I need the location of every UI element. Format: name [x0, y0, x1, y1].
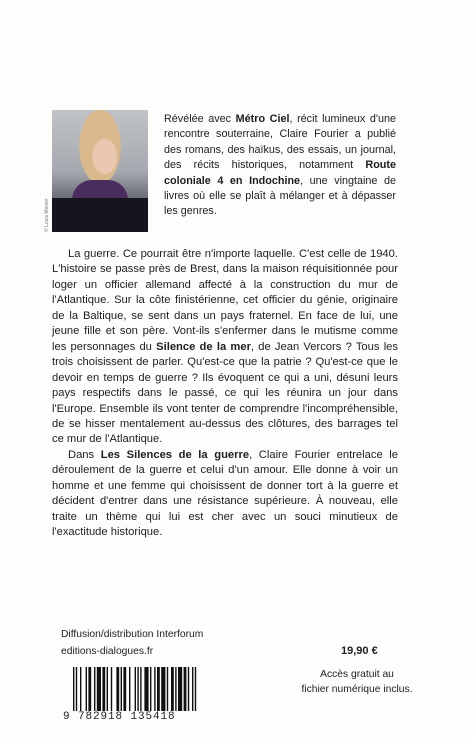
- barcode-bar: [178, 667, 182, 717]
- bio-title-metro-ciel: Métro Ciel: [235, 113, 290, 125]
- digital-access-note: [292, 667, 422, 697]
- barcode-bar: [80, 667, 81, 717]
- barcode-bar: [161, 667, 165, 717]
- summary-p1-title: Silence de la mer: [156, 340, 251, 353]
- barcode-bar: [175, 667, 176, 717]
- summary-p2-text-a: Dans: [68, 448, 101, 461]
- distribution-block: [61, 627, 203, 660]
- barcode-bar: [123, 667, 126, 717]
- barcode-bar: [184, 667, 187, 717]
- barcode-bar: [76, 667, 77, 717]
- access-line-1: Accès gratuit au: [320, 669, 394, 680]
- author-bio: [164, 112, 396, 220]
- barcode-bar: [167, 667, 168, 717]
- isbn-digits: 9 782918 135418: [61, 711, 241, 723]
- barcode-bar: [86, 667, 87, 717]
- author-coat: [52, 198, 148, 232]
- summary-p1-text-b: , de Jean Vercors ? Tous les trois choisissent de parler. Qu'est-ce que la patrie ? Qu'est-ce que le devoir en temps de guerre ? Ils évoquent ce qui a uni, désuni leurs pays respectifs dans le passé, ce qui les réunira un jour dans l'Europe. Ensemble ils vont tenter de comprendre l'incompréhensible, de se hisser mentalement au-dessus des clôtures, des barrages tel ce mur de l'Atlantique.: [52, 340, 398, 446]
- barcode-bar: [116, 667, 119, 717]
- barcode-bar: [137, 667, 138, 717]
- barcode-bar: [188, 667, 189, 717]
- barcode-bar: [121, 667, 122, 717]
- bio-text-3: , une vingtaine de livres où elle se plaît à mélanger et à dépasser les genres.: [164, 174, 396, 218]
- barcode-bar: [154, 667, 155, 717]
- summary-p1-text-a: La guerre. Ce pourrait être n'importe laquelle. C'est celle de 1940. L'histoire se passe près de Brest, dans la maison réquisitionnée pour loger un officier allemand affecté à la construction du mur de l'Atlantique. Sur la côte finistérienne, cet officier du génie, originaire de la Baltique, se sent dans un pays fraternel. En face de lui, une jeune fille et son père. Vont-ils s'enfermer dans le mutisme comme les personnages du: [52, 248, 398, 353]
- barcode-bar: [94, 667, 95, 717]
- barcode-bar: [111, 667, 112, 717]
- barcode-bar: [171, 667, 174, 717]
- barcode-bars: [73, 667, 237, 717]
- barcode-bar: [144, 667, 148, 717]
- barcode-bar: [140, 667, 141, 717]
- barcode-bar: [129, 667, 130, 717]
- barcode-bar: [157, 667, 160, 717]
- distribution-text: Diffusion/distribution Interforum: [61, 629, 204, 640]
- bio-text-1: Révélée avec: [164, 113, 236, 125]
- barcode-bar: [97, 667, 101, 717]
- summary-p2-text-b: , Claire Fourier entrelace le déroulement de la guerre et celui d'un amour. Elle donne à voir un homme et une femme qui choisissent de donner tort à la guerre et décident d'entrer dans une résistance supérieure. À nouveau, elle traite un thème qui lui est cher avec un souci minutieux de l'exactitude historique.: [52, 448, 398, 539]
- bio-text-2: , récit lumineux d'une rencontre souterraine, Claire Fourier a publié des romans, des haïkus, des essais, un journal, des récits historiques, notamment: [164, 113, 396, 172]
- barcode-bar: [73, 667, 74, 717]
- author-photo: [52, 110, 148, 232]
- publisher-website[interactable]: editions-dialogues.fr: [61, 645, 154, 657]
- isbn-barcode: [61, 667, 239, 725]
- barcode-bar: [195, 667, 196, 717]
- barcode-bar: [192, 667, 193, 717]
- photo-credit: © Louis Monier: [44, 198, 50, 232]
- summary-paragraph-1: [52, 247, 398, 448]
- access-line-2: fichier numérique inclus.: [301, 684, 413, 696]
- barcode-bar: [150, 667, 151, 717]
- bio-title-route-coloniale: Route coloniale 4 en Indochine: [164, 159, 396, 187]
- barcode-bar: [135, 667, 136, 717]
- summary-paragraph-2: [52, 448, 398, 541]
- book-summary: [52, 247, 398, 541]
- price-label: 19,90 €: [341, 645, 378, 657]
- barcode-bar: [102, 667, 105, 717]
- barcode-bar: [88, 667, 91, 717]
- barcode-bar: [107, 667, 108, 717]
- summary-p2-title: Les Silences de la guerre: [100, 448, 250, 461]
